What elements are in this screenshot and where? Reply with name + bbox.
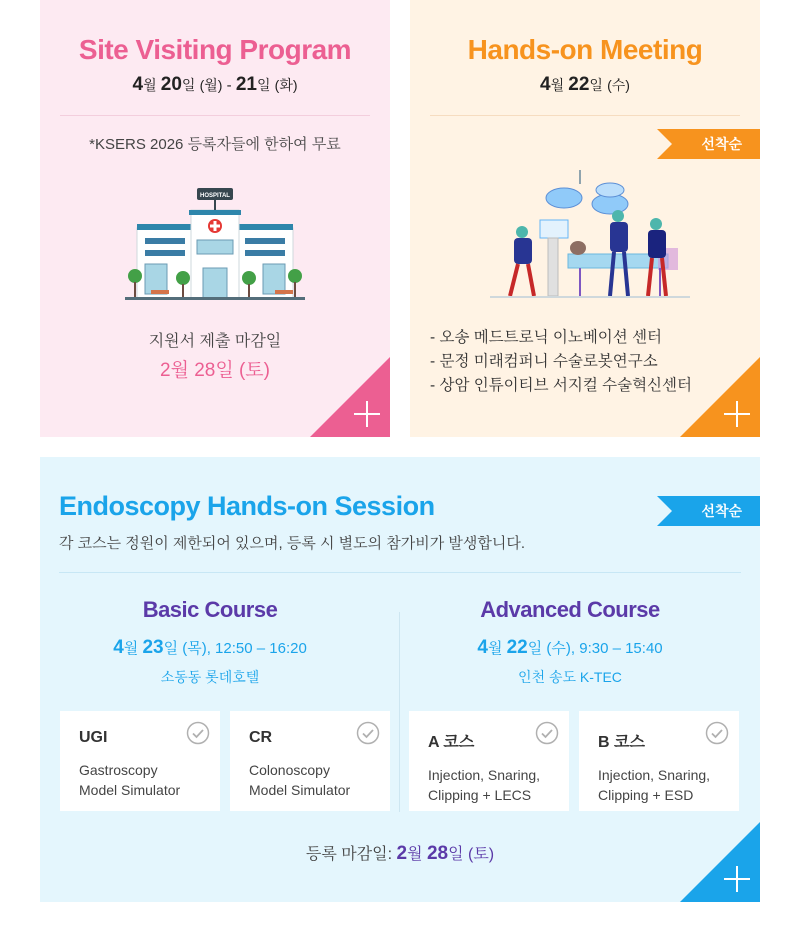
course-option-title: CR xyxy=(249,729,273,746)
site-visiting-card xyxy=(40,0,390,437)
course-option-title: UGI xyxy=(79,729,108,746)
check-circle-icon xyxy=(356,721,380,745)
basic-course-title: Basic Course xyxy=(142,597,278,622)
check-circle-icon xyxy=(535,721,559,745)
more-button-hands-on[interactable] xyxy=(680,357,760,437)
course-option-desc: Injection, Snaring, xyxy=(428,767,541,783)
registration-deadline: 등록 마감일: 2월 28일 (토) xyxy=(305,843,495,864)
hands-on-meeting-card xyxy=(410,0,760,437)
endoscopy-session-section xyxy=(40,457,760,902)
basic-course-place: 소동동 롯데호텔 xyxy=(160,669,260,685)
list-item: - 오송 메드트로닉 이노베이션 센터 xyxy=(430,329,663,346)
course-option-desc: Injection, Snaring, xyxy=(598,767,711,783)
course-option-a[interactable] xyxy=(409,711,569,811)
course-option-b[interactable] xyxy=(579,711,739,811)
divider xyxy=(430,115,740,116)
meeting-location-list xyxy=(430,326,692,398)
list-item: - 상암 인튜이티브 서지컬 수술혁신센터 xyxy=(430,377,692,394)
surgery-illustration xyxy=(490,170,690,302)
site-visiting-title: Site Visiting Program xyxy=(78,34,352,65)
course-option-title: A 코스 xyxy=(428,734,475,751)
hands-on-title: Hands-on Meeting xyxy=(467,34,703,65)
advanced-course-title: Advanced Course xyxy=(480,597,660,622)
course-option-cr[interactable] xyxy=(230,711,390,811)
hospital-illustration xyxy=(125,188,305,300)
first-come-badge: 선착순 xyxy=(657,129,760,159)
check-circle-icon xyxy=(705,721,729,745)
list-item: - 문정 미래컴퍼니 수술로봇연구소 xyxy=(430,353,658,370)
check-circle-icon xyxy=(186,721,210,745)
plus-icon xyxy=(354,401,380,427)
divider xyxy=(60,115,370,116)
hospital-sign-text: HOSPITAL xyxy=(200,193,230,199)
endoscopy-subtitle: 각 코스는 정원이 제한되어 있으며, 등록 시 별도의 참가비가 발생합니다. xyxy=(59,535,526,552)
course-option-ugi[interactable] xyxy=(60,711,220,811)
course-option-desc: Colonoscopy xyxy=(249,762,330,778)
course-option-desc: Clipping + ESD xyxy=(598,787,694,803)
endoscopy-title: Endoscopy Hands-on Session xyxy=(59,491,435,521)
advanced-course-place: 인천 송도 K-TEC xyxy=(518,669,622,685)
advanced-course-time: 4월 22일 (수), 9:30 – 15:40 xyxy=(477,637,663,658)
deadline-label: 지원서 제출 마감일 xyxy=(148,333,282,350)
more-button-endoscopy[interactable] xyxy=(680,822,760,902)
course-option-desc: Model Simulator xyxy=(79,782,181,798)
basic-course-time: 4월 23일 (목), 12:50 – 16:20 xyxy=(113,637,307,658)
site-visiting-date: 4월 20일 (월) - 21일 (화) xyxy=(132,74,298,95)
course-option-title: B 코스 xyxy=(598,734,645,751)
course-option-desc: Model Simulator xyxy=(249,782,351,798)
plus-icon xyxy=(724,866,750,892)
more-button-site-visiting[interactable] xyxy=(310,357,390,437)
hands-on-date: 4월 22일 (수) xyxy=(540,74,630,95)
course-option-desc: Clipping + LECS xyxy=(428,787,532,803)
course-option-desc: Gastroscopy xyxy=(79,762,158,778)
plus-icon xyxy=(724,401,750,427)
first-come-badge-endoscopy: 선착순 xyxy=(657,496,760,526)
divider xyxy=(59,572,741,573)
free-note: *KSERS 2026 등록자들에 한하여 무료 xyxy=(89,136,341,153)
deadline-value: 2월 28일 (토) xyxy=(160,360,270,381)
basic-course xyxy=(40,597,380,687)
advanced-course xyxy=(400,597,740,687)
